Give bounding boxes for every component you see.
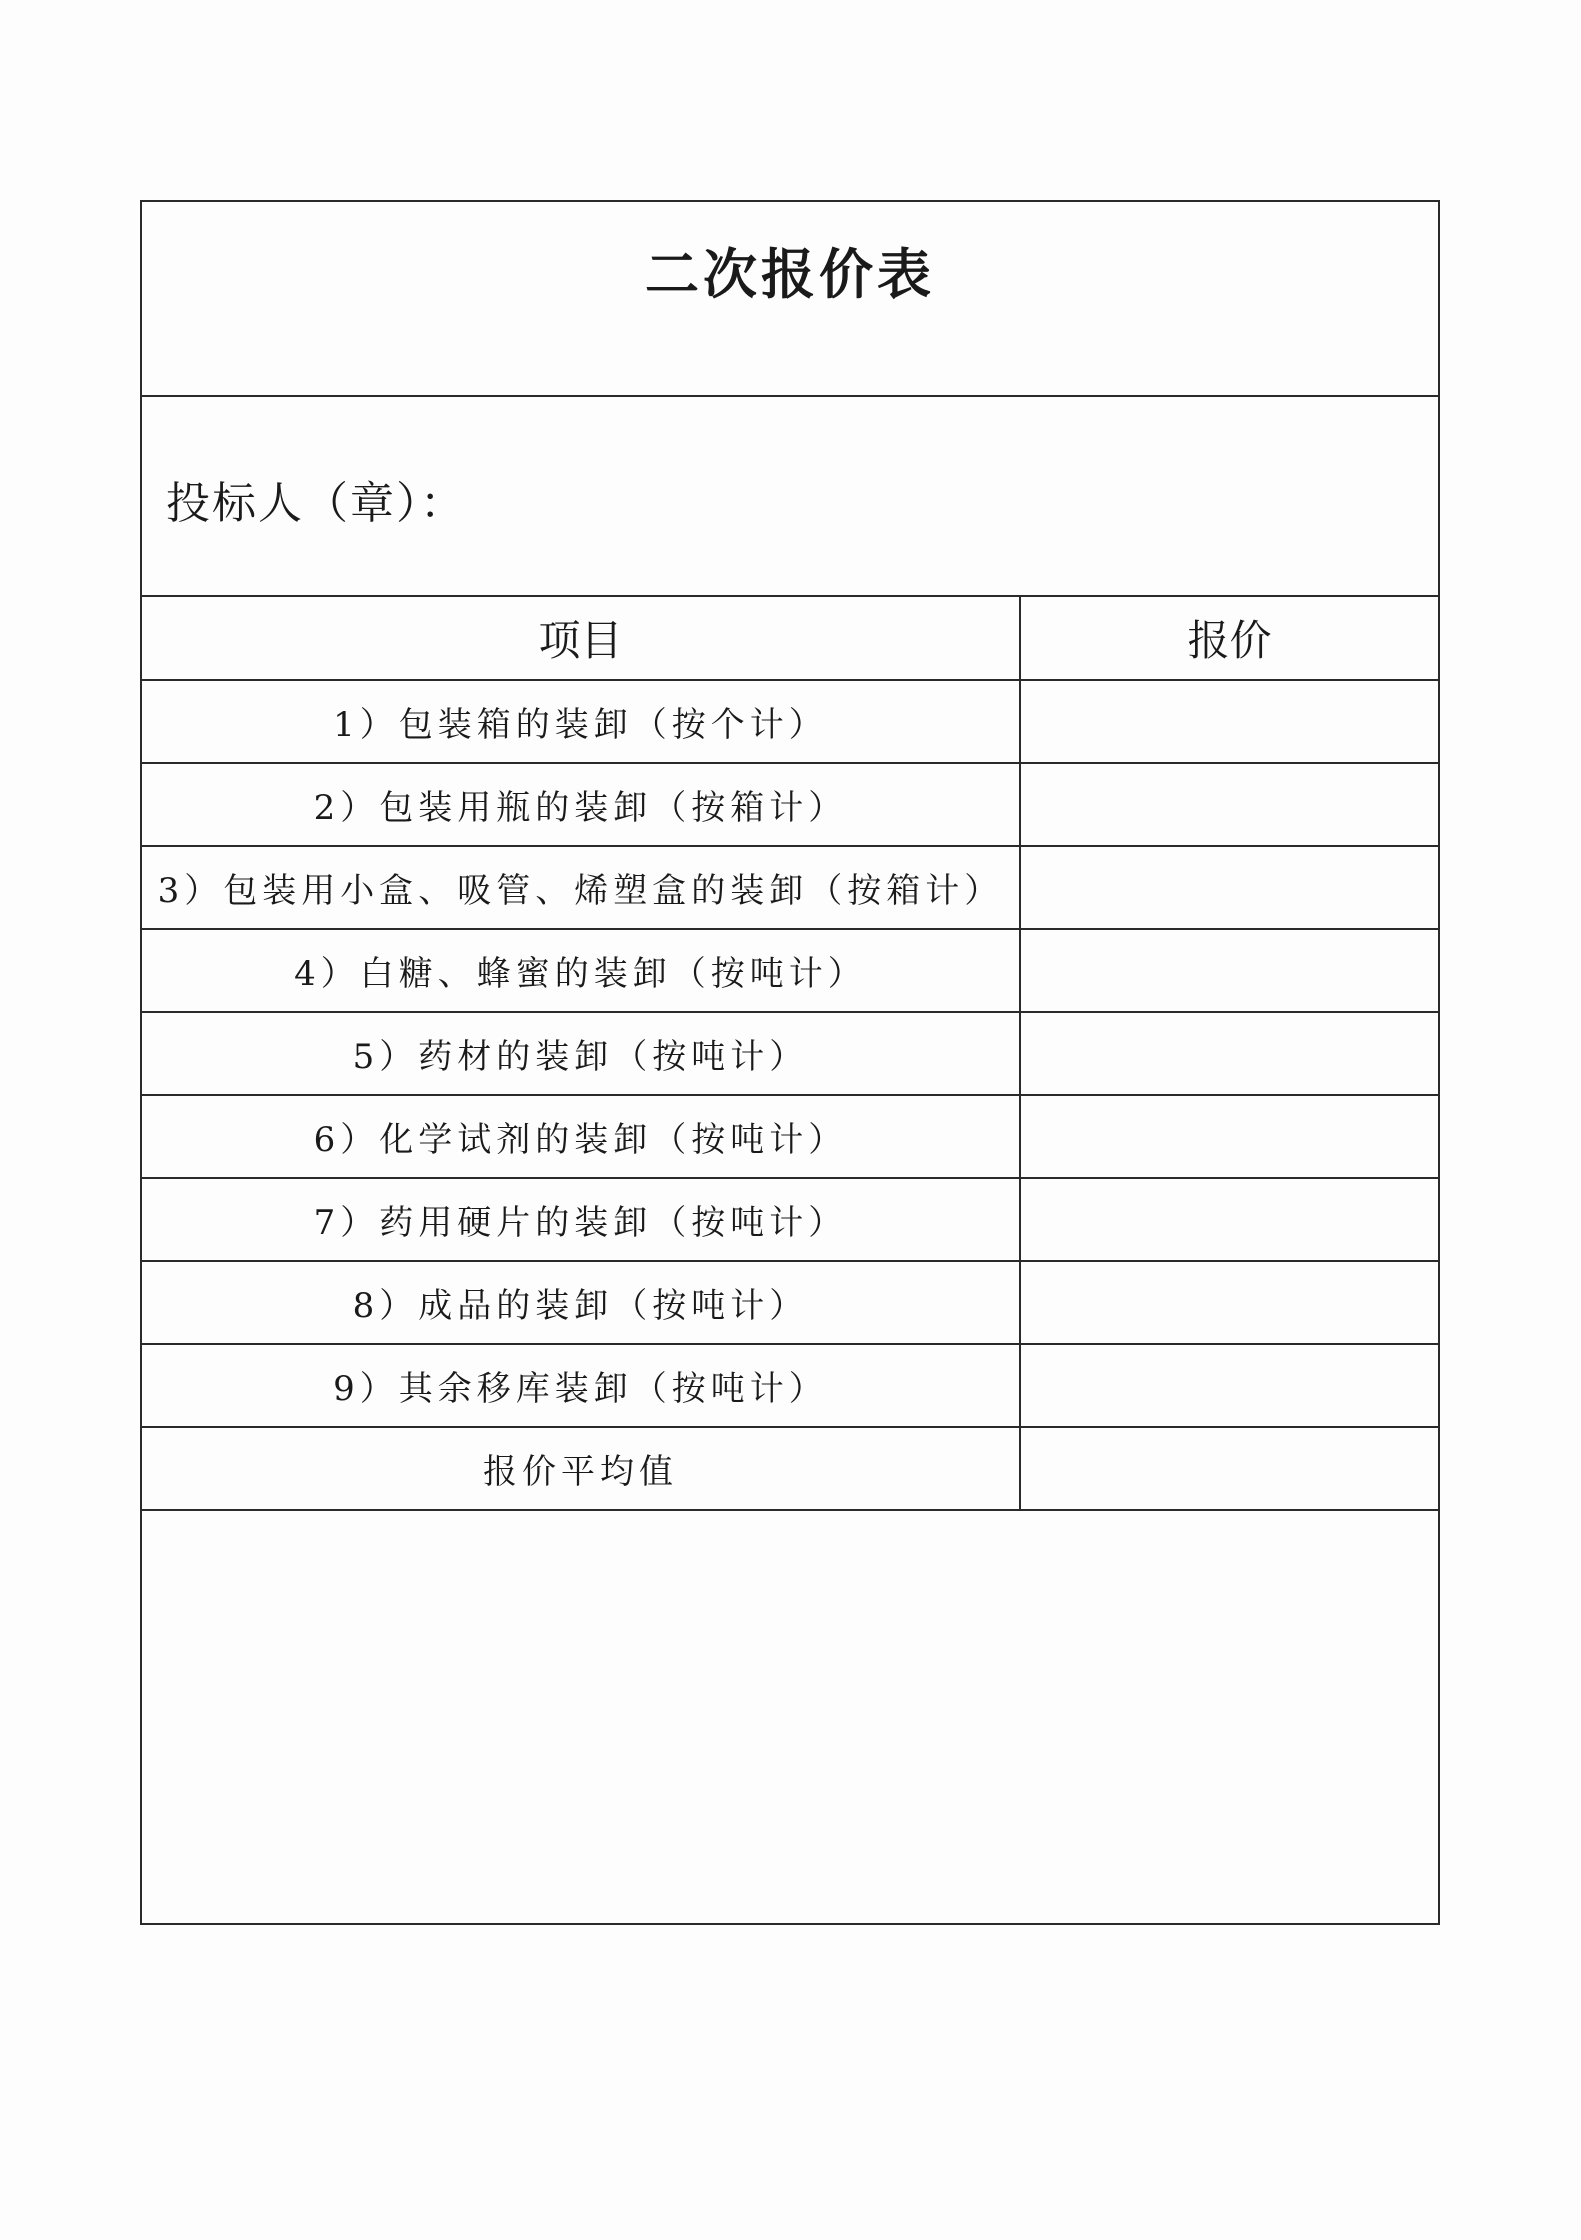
table-row [142, 1012, 1438, 1095]
table-header-row [142, 597, 1438, 680]
item-cell: 9）其余移库装卸（按吨计） [142, 1344, 1020, 1427]
price-cell[interactable] [1020, 929, 1438, 1012]
item-cell: 7）药用硬片的装卸（按吨计） [142, 1178, 1020, 1261]
page-title: 二次报价表 [645, 242, 935, 306]
price-cell[interactable] [1020, 680, 1438, 763]
table-row [142, 1178, 1438, 1261]
table-row [142, 680, 1438, 763]
price-cell[interactable] [1020, 1095, 1438, 1178]
item-cell: 2）包装用瓶的装卸（按箱计） [142, 763, 1020, 846]
quote-table [142, 597, 1438, 1511]
average-label: 报价平均值 [142, 1427, 1020, 1510]
average-value-cell[interactable] [1020, 1427, 1438, 1510]
column-header-price: 报价 [1020, 597, 1438, 680]
item-cell: 5）药材的装卸（按吨计） [142, 1012, 1020, 1095]
price-cell[interactable] [1020, 1178, 1438, 1261]
price-cell[interactable] [1020, 1344, 1438, 1427]
table-row [142, 1261, 1438, 1344]
column-header-item: 项目 [142, 597, 1020, 680]
bidder-row [142, 397, 1438, 597]
item-cell: 6）化学试剂的装卸（按吨计） [142, 1095, 1020, 1178]
price-cell[interactable] [1020, 763, 1438, 846]
price-cell[interactable] [1020, 846, 1438, 929]
table-row [142, 1344, 1438, 1427]
price-cell[interactable] [1020, 1012, 1438, 1095]
item-cell: 8）成品的装卸（按吨计） [142, 1261, 1020, 1344]
bidder-label: 投标人（章）： [166, 478, 466, 529]
quote-form [140, 200, 1440, 1925]
average-row [142, 1427, 1438, 1510]
title-row [142, 202, 1438, 397]
table-row [142, 1095, 1438, 1178]
item-cell: 4）白糖、蜂蜜的装卸（按吨计） [142, 929, 1020, 1012]
item-cell: 3）包装用小盒、吸管、烯塑盒的装卸（按箱计） [142, 846, 1020, 929]
table-row [142, 929, 1438, 1012]
table-row [142, 846, 1438, 929]
table-row [142, 763, 1438, 846]
item-cell: 1）包装箱的装卸（按个计） [142, 680, 1020, 763]
price-cell[interactable] [1020, 1261, 1438, 1344]
